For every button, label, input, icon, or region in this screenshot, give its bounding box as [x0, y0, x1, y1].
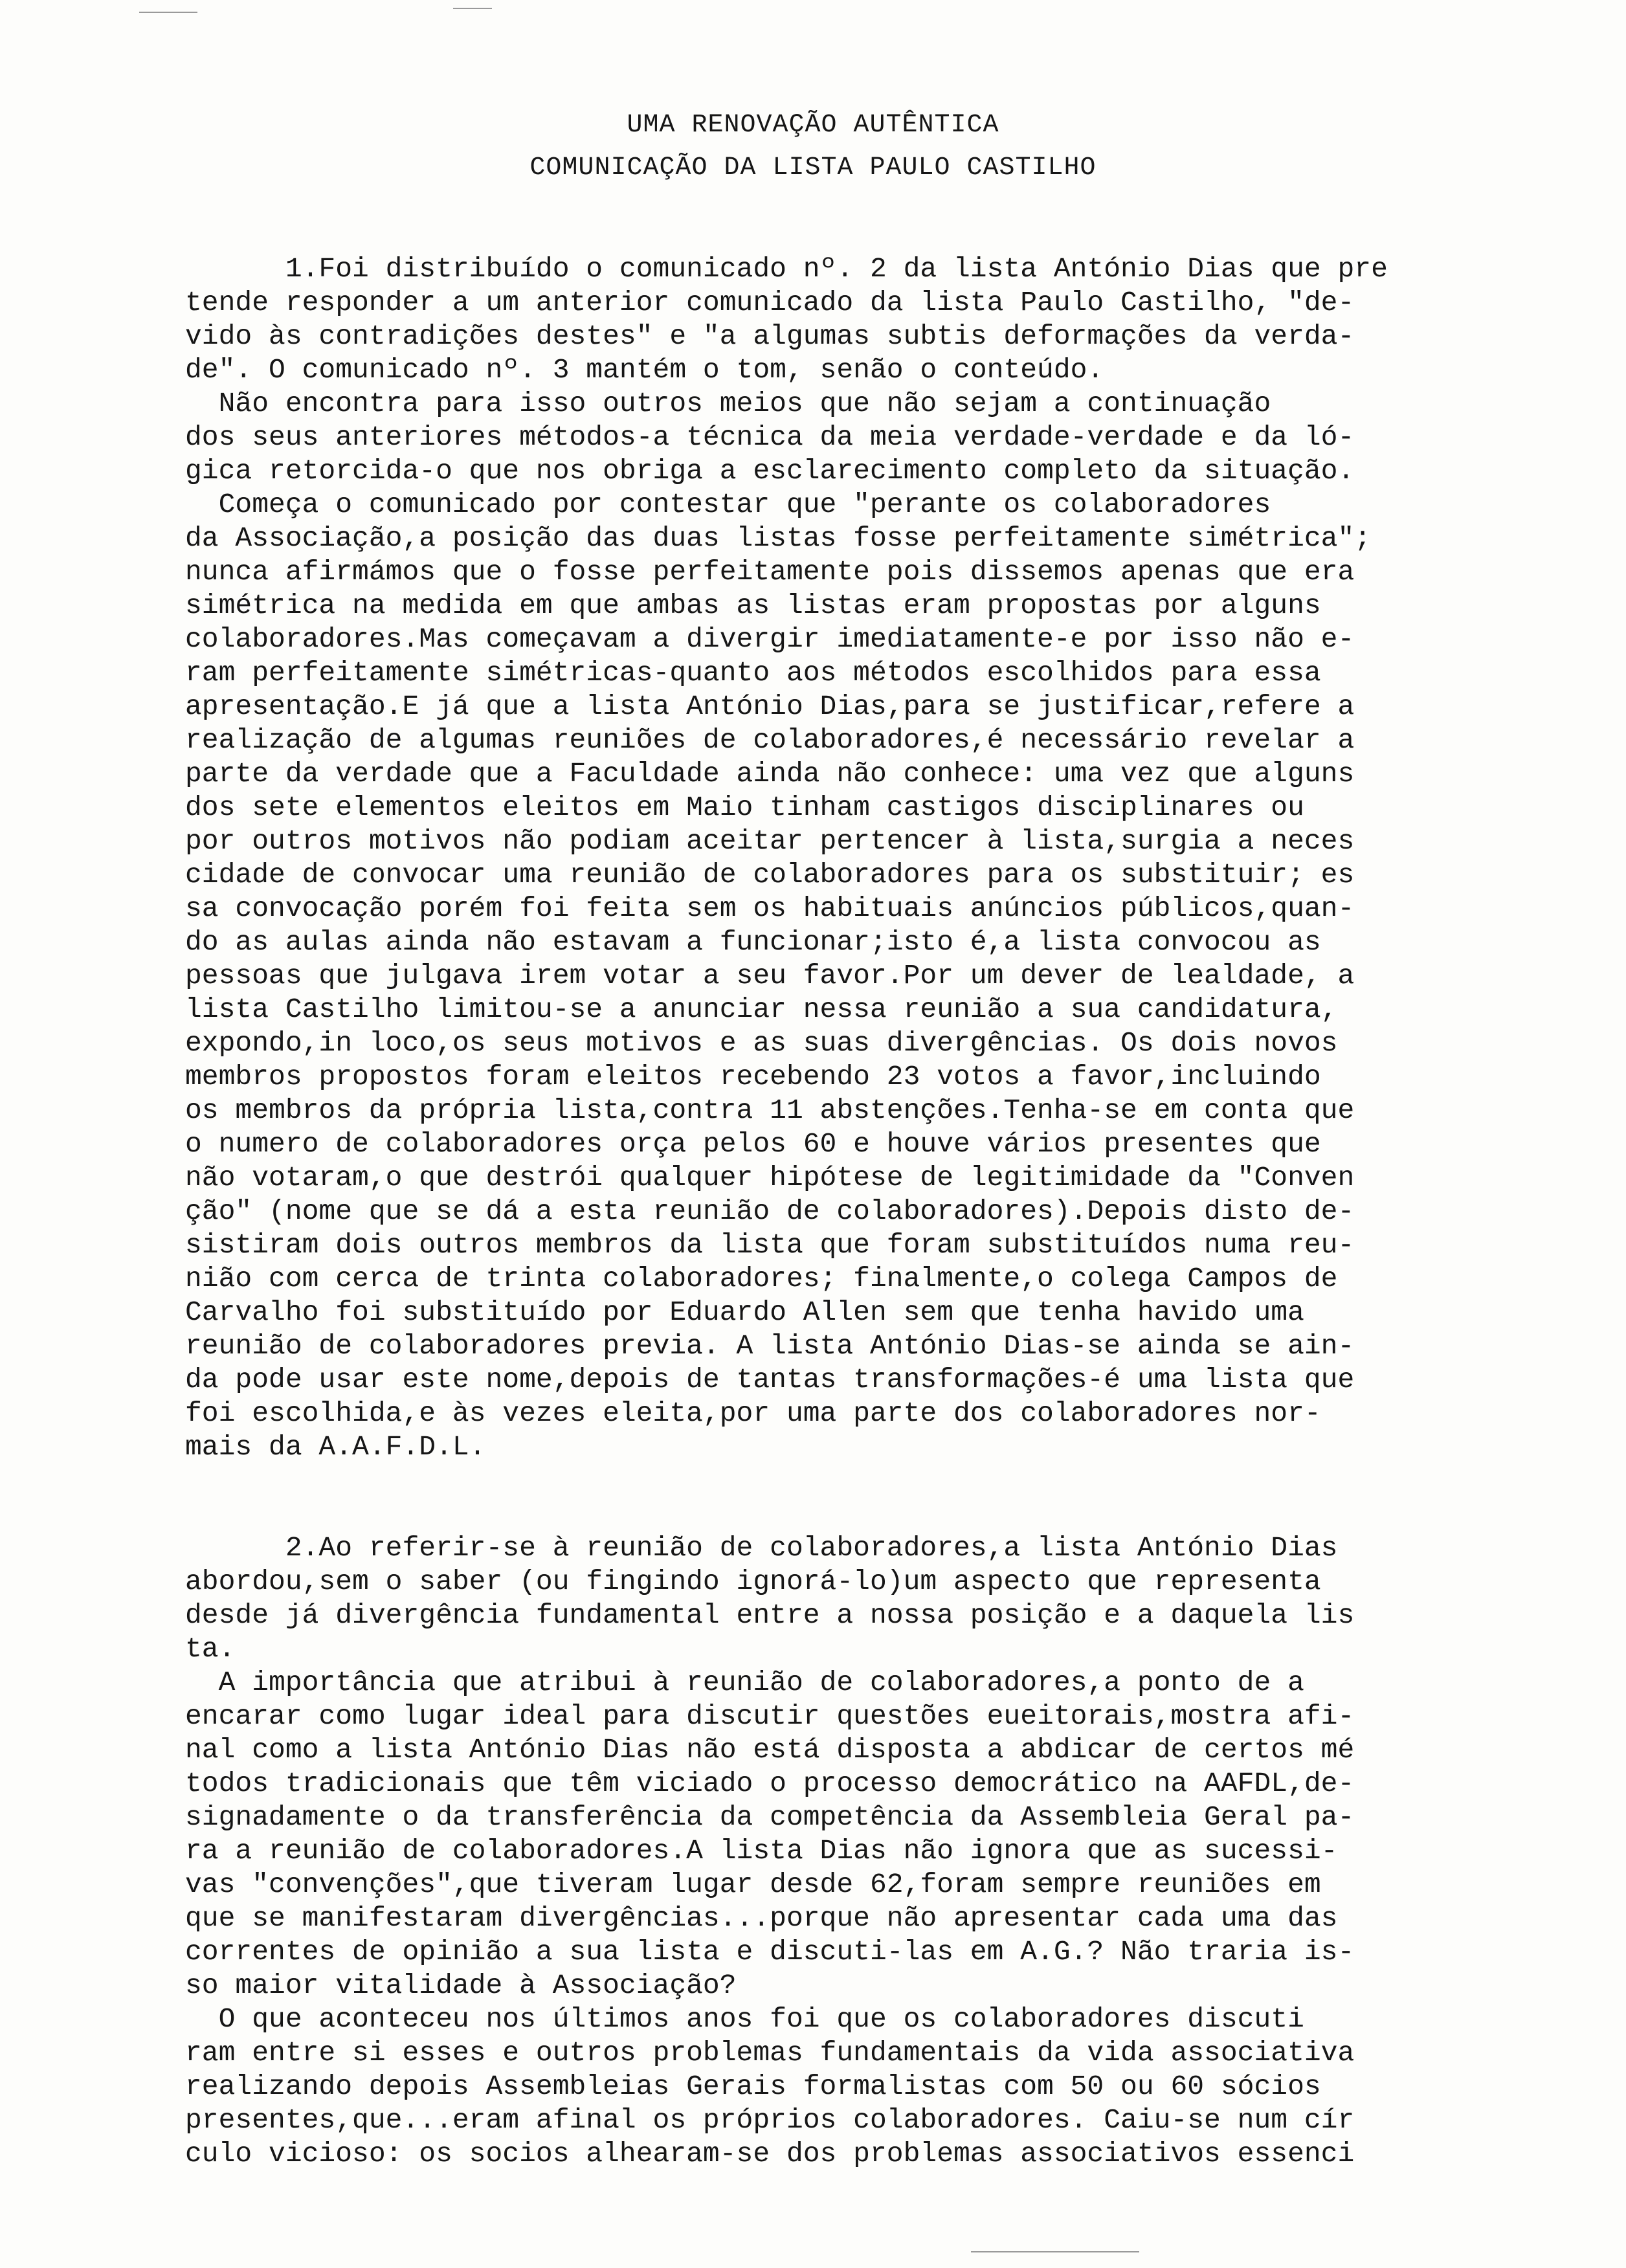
text-line: nunca afirmámos que o fosse perfeitamente pois dissemos apenas que era — [185, 556, 1355, 588]
text-line: mais da A.A.F.D.L. — [185, 1431, 486, 1463]
text-line: ta. — [185, 1633, 236, 1665]
text-line: os membros da própria lista,contra 11 abstenções.Tenha-se em conta que — [185, 1095, 1355, 1126]
text-line: sistiram dois outros membros da lista que foram substituídos numa reu- — [185, 1229, 1355, 1261]
text-line: membros propostos foram eleitos recebendo 23 votos a favor,incluindo — [185, 1061, 1321, 1093]
text-line: gica retorcida-o que nos obriga a esclarecimento completo da situação. — [185, 455, 1355, 487]
text-line: ra a reunião de colaboradores.A lista Dias não ignora que as sucessi- — [185, 1835, 1338, 1867]
text-line: da pode usar este nome,depois de tantas transformações-é uma lista que — [185, 1364, 1355, 1395]
text-line: sa convocação porém foi feita sem os habituais anúncios públicos,quan- — [185, 893, 1355, 924]
text-line: dos seus anteriores métodos-a técnica da meia verdade-verdade e da ló- — [185, 421, 1355, 453]
text-line: 1.Foi distribuído o comunicado nº. 2 da lista António Dias que pre — [185, 253, 1388, 285]
text-line: culo vicioso: os socios alhearam-se dos problemas associativos essenci — [185, 2138, 1355, 2170]
text-line: não votaram,o que destrói qualquer hipótese de legitimidade da "Conven — [185, 1162, 1355, 1194]
text-line: signadamente o da transferência da competência da Assembleia Geral pa- — [185, 1801, 1355, 1833]
text-line: o numero de colaboradores orça pelos 60 e houve vários presentes que — [185, 1128, 1321, 1160]
text-line: nião com cerca de trinta colaboradores; finalmente,o colega Campos de — [185, 1263, 1338, 1295]
text-line: simétrica na medida em que ambas as listas eram propostas por alguns — [185, 590, 1321, 621]
text-line: Não encontra para isso outros meios que não sejam a continuação — [185, 388, 1271, 419]
text-line: pessoas que julgava irem votar a seu favor.Por um dever de lealdade, a — [185, 960, 1355, 992]
scan-speck — [139, 12, 197, 13]
scan-speck — [453, 8, 492, 9]
text-line: Começa o comunicado por contestar que "perante os colaboradores — [185, 489, 1271, 520]
text-line: cidade de convocar uma reunião de colaboradores para os substituir; es — [185, 859, 1355, 891]
text-line: presentes,que...eram afinal os próprios colaboradores. Caiu-se num cír — [185, 2104, 1355, 2136]
text-line: da Associação,a posição das duas listas fosse perfeitamente simétrica"; — [185, 522, 1372, 554]
text-line: que se manifestaram divergências...porque não apresentar cada uma das — [185, 1902, 1338, 1934]
text-line: abordou,sem o saber (ou fingindo ignorá-lo)um aspecto que representa — [185, 1566, 1321, 1597]
text-line: colaboradores.Mas começavam a divergir imediatamente-e por isso não e- — [185, 623, 1355, 655]
text-line: realizando depois Assembleias Gerais formalistas com 50 ou 60 sócios — [185, 2071, 1321, 2102]
text-line: encarar como lugar ideal para discutir questões eueitorais,mostra afi- — [185, 1700, 1355, 1732]
text-line: tende responder a um anterior comunicado da lista Paulo Castilho, "de- — [185, 287, 1355, 318]
text-line: todos tradicionais que têm viciado o processo democrático na AAFDL,de- — [185, 1768, 1355, 1799]
text-line: vas "convenções",que tiveram lugar desde 62,foram sempre reuniões em — [185, 1869, 1321, 1900]
text-line: foi escolhida,e às vezes eleita,por uma parte dos colaboradores nor- — [185, 1397, 1321, 1429]
text-line: Carvalho foi substituído por Eduardo Allen sem que tenha havido uma — [185, 1296, 1304, 1328]
text-line: por outros motivos não podiam aceitar pertencer à lista,surgia a neces — [185, 825, 1355, 857]
text-line: lista Castilho limitou-se a anunciar nessa reunião a sua candidatura, — [185, 994, 1338, 1025]
document-subtitle: COMUNICAÇÃO DA LISTA PAULO CASTILHO — [529, 153, 1097, 183]
text-line: vido às contradições destes" e "a algumas subtis deformações da verda- — [185, 320, 1355, 352]
text-line: expondo,in loco,os seus motivos e as suas divergências. Os dois novos — [185, 1027, 1338, 1059]
text-line: reunião de colaboradores previa. A lista António Dias-se ainda se ain- — [185, 1330, 1355, 1362]
text-line: nal como a lista António Dias não está disposta a abdicar de certos mé — [185, 1734, 1355, 1766]
text-line: parte da verdade que a Faculdade ainda não conhece: uma vez que alguns — [185, 758, 1355, 790]
text-line: ram perfeitamente simétricas-quanto aos métodos escolhidos para essa — [185, 657, 1321, 689]
text-line: correntes de opinião a sua lista e discuti-las em A.G.? Não traria is- — [185, 1936, 1355, 1968]
text-line: dos sete elementos eleitos em Maio tinham castigos disciplinares ou — [185, 792, 1304, 823]
text-line: 2.Ao referir-se à reunião de colaboradores,a lista António Dias — [185, 1532, 1338, 1564]
text-line: do as aulas ainda não estavam a funcionar;isto é,a lista convocou as — [185, 926, 1321, 958]
text-line: so maior vitalidade à Associação? — [185, 1970, 737, 2001]
text-line: realização de algumas reuniões de colaboradores,é necessário revelar a — [185, 724, 1355, 756]
text-line: ram entre si esses e outros problemas fundamentais da vida associativa — [185, 2037, 1355, 2069]
text-line: apresentação.E já que a lista António Dias,para se justificar,refere a — [185, 691, 1355, 722]
text-line: ção" (nome que se dá a esta reunião de colaboradores).Depois disto de- — [185, 1195, 1355, 1227]
text-line: A importância que atribui à reunião de colaboradores,a ponto de a — [185, 1667, 1304, 1698]
document-title: UMA RENOVAÇÃO AUTÊNTICA — [627, 111, 999, 140]
text-line: O que aconteceu nos últimos anos foi que os colaboradores discuti — [185, 2003, 1304, 2035]
text-line: desde já divergência fundamental entre a nossa posição e a daquela lis — [185, 1599, 1355, 1631]
scan-speck — [971, 2251, 1139, 2252]
text-line: de". O comunicado nº. 3 mantém o tom, senão o conteúdo. — [185, 354, 1104, 386]
